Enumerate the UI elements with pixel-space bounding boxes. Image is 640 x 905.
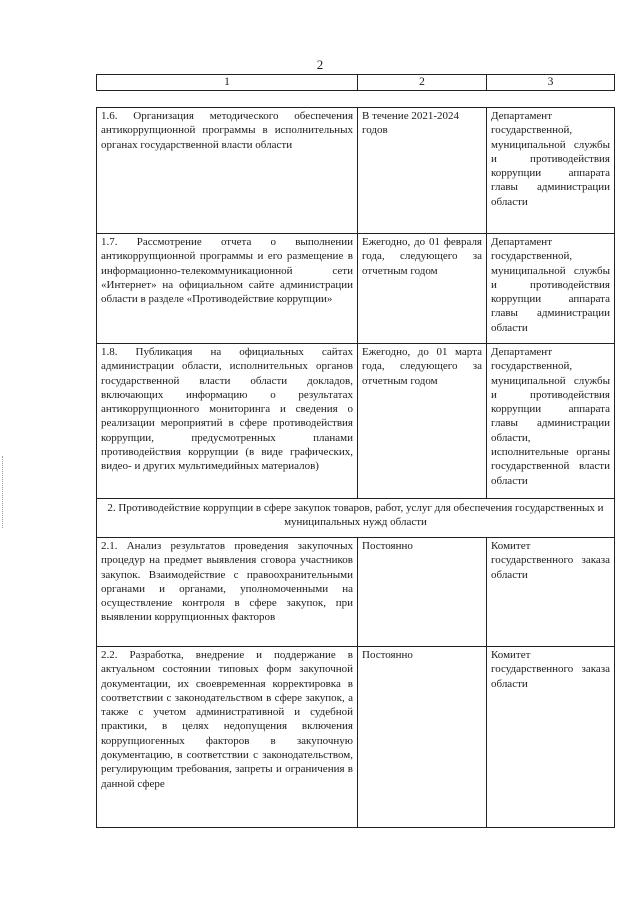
table-row: [97, 234, 615, 344]
column-number-2: 2: [358, 75, 487, 91]
section-header-row: [97, 499, 615, 538]
deadline-cell: Ежегодно, до 01 марта года, следующего за отчетным годом: [358, 344, 487, 499]
table-row: [97, 108, 615, 234]
measure-cell: 1.8. Публикация на официальных сайтах администрации области, исполнительных органов государственной власти области докладов, включающих информацию о результатах антикоррупционного мониторинга и сведения о реализации мероприятий в сфере противодействия коррупции, предусмотренных планами противодействия коррупции (в виде графических, видео- и других мультимедийных материалов): [97, 344, 358, 499]
measure-cell: 1.7. Рассмотрение отчета о выполнении антикоррупционной программы и его размещение в информационно-телекоммуникационной сети «Интернет» на официальном сайте администрации области в разделе «Противодействие коррупции»: [97, 234, 358, 344]
section-2-title: 2. Противодействие коррупции в сфере закупок товаров, работ, услуг для обеспечения государственных и муниципальных нужд области: [97, 499, 615, 538]
column-number-3: 3: [487, 75, 615, 91]
responsible-cell: Департамент государственной, муниципальной службы и противодействия коррупции аппарата главы администрации области: [487, 108, 615, 234]
measures-table: [96, 107, 615, 828]
measure-cell: 2.1. Анализ результатов проведения закупочных процедур на предмет выявления сговора участников закупок. Взаимодействие с правоохранительными органами и органами, уполномоченными на осуществление контроля в сфере закупок, при выявлении коррупционных факторов: [97, 538, 358, 647]
deadline-cell: Постоянно: [358, 538, 487, 647]
measure-cell: 2.2. Разработка, внедрение и поддержание в актуальном состоянии типовых форм закупочной документации, их своевременная корректировка в соответствии с законодательством в сфере закупок, а также с учетом административной и судебной практики, в целях недопущения включения коррупциогенных факторов в закупочную документацию, в соответствии с законодательством, регулирующим требования, запреты и ограничения в данной сфере: [97, 647, 358, 828]
header-table: [96, 74, 615, 91]
table-row: [97, 647, 615, 828]
deadline-cell: В течение 2021-2024 годов: [358, 108, 487, 234]
table-row: [97, 538, 615, 647]
deadline-cell: Постоянно: [358, 647, 487, 828]
responsible-cell: Департамент государственной, муниципальной службы и противодействия коррупции аппарата главы администрации области: [487, 234, 615, 344]
measure-cell: 1.6. Организация методического обеспечения антикоррупционной программы в исполнительных органах государственной власти области: [97, 108, 358, 234]
table-row: [97, 344, 615, 499]
responsible-cell: Комитет государственного заказа области: [487, 538, 615, 647]
responsible-cell: Комитет государственного заказа области: [487, 647, 615, 828]
margin-scan-mark: [2, 456, 7, 528]
column-number-row: [97, 75, 615, 91]
column-number-1: 1: [97, 75, 358, 91]
deadline-cell: Ежегодно, до 01 февраля года, следующего за отчетным годом: [358, 234, 487, 344]
page-number: 2: [316, 57, 324, 72]
responsible-cell: Департамент государственной, муниципальной службы и противодействия коррупции аппарата главы администрации области, исполнительные органы государственной власти области: [487, 344, 615, 499]
